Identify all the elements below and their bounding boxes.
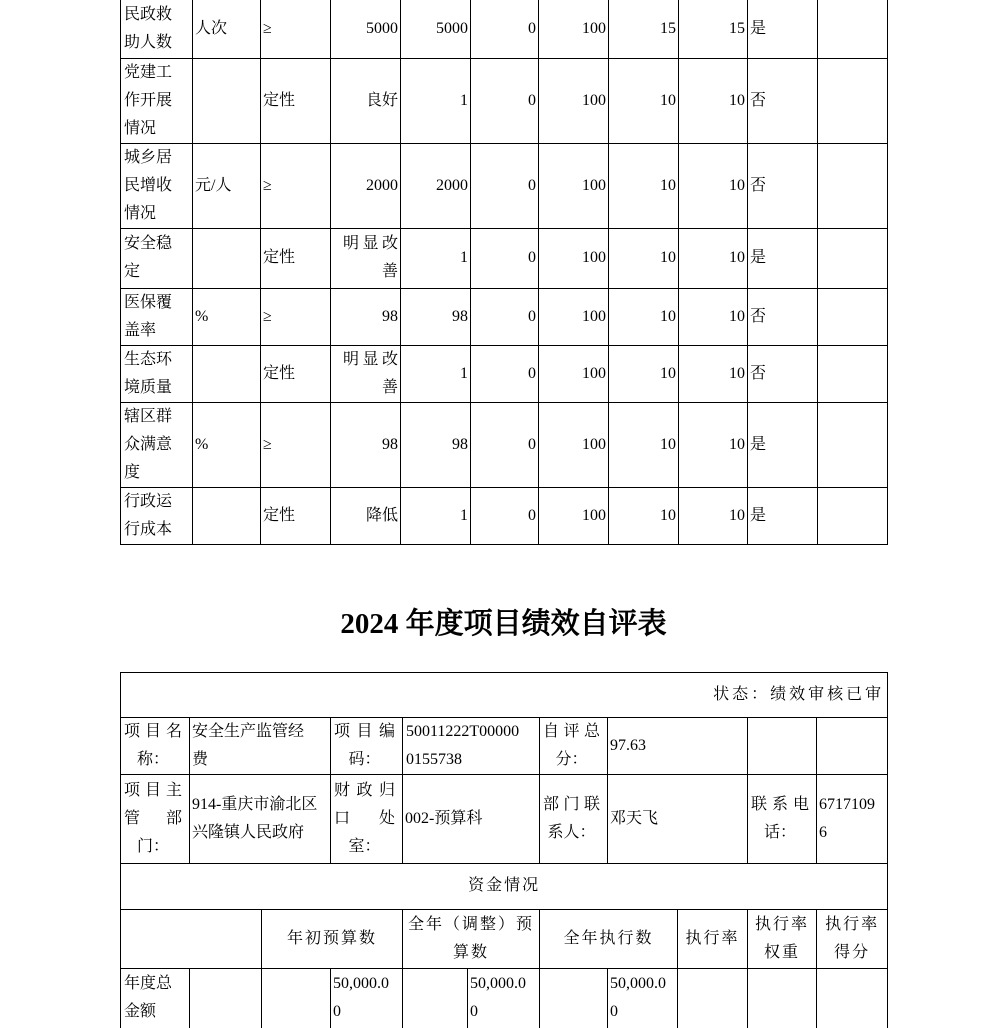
indicator-target-cell: 明显改善 <box>331 228 401 288</box>
indicator-flag-cell: 是 <box>748 487 818 544</box>
indicator-cell: 98 <box>401 402 471 487</box>
indicator-cell: 1 <box>401 345 471 402</box>
indicator-cell: 100 <box>539 487 609 544</box>
indicator-cell: 10 <box>679 345 748 402</box>
indicator-table <box>120 0 888 545</box>
indicator-cell: 15 <box>609 0 679 58</box>
indicator-row <box>121 228 888 288</box>
indicator-flag-cell: 是 <box>748 402 818 487</box>
empty-cell <box>678 968 748 1028</box>
indicator-empty-cell <box>818 143 888 228</box>
indicator-row <box>121 143 888 228</box>
indicator-cell: 0 <box>471 0 539 58</box>
indicator-cell: 0 <box>471 288 539 345</box>
contact-label: 部门联系人： <box>540 774 608 863</box>
empty-cell <box>748 968 817 1028</box>
indicator-empty-cell <box>818 58 888 143</box>
indicator-cell: 100 <box>539 58 609 143</box>
project-code-value: 50011222T000000155738 <box>403 717 540 774</box>
empty-cell <box>817 968 888 1028</box>
empty-cell <box>748 717 817 774</box>
indicator-target-cell: 2000 <box>331 143 401 228</box>
indicator-name-cell: 辖区群众满意度 <box>121 402 193 487</box>
indicator-empty-cell <box>818 345 888 402</box>
indicator-direction-cell: ≥ <box>261 0 331 58</box>
indicator-cell: 0 <box>471 228 539 288</box>
indicator-name-cell: 生态环境质量 <box>121 345 193 402</box>
empty-cell <box>817 717 888 774</box>
indicator-target-cell: 良好 <box>331 58 401 143</box>
indicator-empty-cell <box>818 228 888 288</box>
indicator-cell: 10 <box>679 288 748 345</box>
empty-header-cell <box>121 909 262 968</box>
project-name-value: 安全生产监管经费 <box>190 717 331 774</box>
empty-cell <box>262 968 331 1028</box>
indicator-direction-cell: 定性 <box>261 487 331 544</box>
department-value: 914-重庆市渝北区兴隆镇人民政府 <box>190 774 331 863</box>
indicator-cell: 100 <box>539 0 609 58</box>
indicator-flag-cell: 否 <box>748 58 818 143</box>
indicator-flag-cell: 否 <box>748 288 818 345</box>
header-execution-rate-weight: 执行率权重 <box>748 909 817 968</box>
project-info-row <box>121 717 888 774</box>
status-row <box>121 672 888 717</box>
indicator-row <box>121 288 888 345</box>
indicator-flag-cell: 否 <box>748 345 818 402</box>
funding-section-row <box>121 863 888 909</box>
indicator-cell: 10 <box>609 345 679 402</box>
indicator-cell: 100 <box>539 402 609 487</box>
indicator-unit-cell: 元/人 <box>193 143 261 228</box>
header-execution-rate-score: 执行率得分 <box>817 909 888 968</box>
indicator-name-cell: 党建工作开展情况 <box>121 58 193 143</box>
funding-row-label: 年度总金额 <box>121 968 190 1028</box>
self-score-value: 97.63 <box>608 717 748 774</box>
indicator-empty-cell <box>818 0 888 58</box>
executed-value: 50,000.00 <box>608 968 678 1028</box>
page-title: 2024 年度项目绩效自评表 <box>120 610 887 639</box>
self-eval-table <box>120 672 888 1028</box>
indicator-name-cell: 民政救助人数 <box>121 0 193 58</box>
indicator-cell: 100 <box>539 345 609 402</box>
indicator-unit-cell <box>193 58 261 143</box>
indicator-cell: 10 <box>679 402 748 487</box>
indicator-cell: 10 <box>679 228 748 288</box>
adjusted-budget-value: 50,000.00 <box>468 968 540 1028</box>
indicator-cell: 1 <box>401 228 471 288</box>
indicator-name-cell: 医保覆盖率 <box>121 288 193 345</box>
header-initial-budget: 年初预算数 <box>262 909 403 968</box>
indicator-cell: 1 <box>401 58 471 143</box>
indicator-unit-cell: % <box>193 402 261 487</box>
indicator-flag-cell: 是 <box>748 0 818 58</box>
indicator-name-cell: 行政运行成本 <box>121 487 193 544</box>
funding-header-row <box>121 909 888 968</box>
indicator-cell: 10 <box>609 143 679 228</box>
indicator-cell: 2000 <box>401 143 471 228</box>
phone-label: 联系电话： <box>748 774 817 863</box>
funding-section-title: 资金情况 <box>121 863 888 909</box>
indicator-target-cell: 降低 <box>331 487 401 544</box>
status-badge: 状态：绩效审核已审 <box>121 672 888 717</box>
department-label: 项目主管部门： <box>121 774 190 863</box>
self-score-label: 自评总分： <box>540 717 608 774</box>
header-adjusted-budget: 全年（调整）预算数 <box>403 909 540 968</box>
indicator-cell: 10 <box>609 402 679 487</box>
indicator-unit-cell: % <box>193 288 261 345</box>
indicator-target-cell: 明显改善 <box>331 345 401 402</box>
indicator-name-cell: 城乡居民增收情况 <box>121 143 193 228</box>
empty-cell <box>540 968 608 1028</box>
indicator-cell: 10 <box>679 58 748 143</box>
initial-budget-value: 50,000.00 <box>331 968 403 1028</box>
empty-cell <box>403 968 468 1028</box>
indicator-target-cell: 98 <box>331 402 401 487</box>
indicator-cell: 0 <box>471 402 539 487</box>
indicator-row <box>121 487 888 544</box>
indicator-unit-cell <box>193 228 261 288</box>
department-info-row <box>121 774 888 863</box>
indicator-cell: 10 <box>679 487 748 544</box>
indicator-row <box>121 0 888 58</box>
header-execution-rate: 执行率 <box>678 909 748 968</box>
document-sheet <box>120 0 887 1028</box>
indicator-direction-cell: 定性 <box>261 58 331 143</box>
indicator-cell: 10 <box>609 487 679 544</box>
indicator-direction-cell: ≥ <box>261 288 331 345</box>
indicator-flag-cell: 是 <box>748 228 818 288</box>
indicator-cell: 10 <box>679 143 748 228</box>
indicator-empty-cell <box>818 402 888 487</box>
indicator-cell: 98 <box>401 288 471 345</box>
indicator-target-cell: 98 <box>331 288 401 345</box>
indicator-empty-cell <box>818 487 888 544</box>
indicator-cell: 1 <box>401 487 471 544</box>
indicator-cell: 10 <box>609 58 679 143</box>
indicator-unit-cell: 人次 <box>193 0 261 58</box>
indicator-cell: 15 <box>679 0 748 58</box>
finance-office-label: 财政归口处室： <box>331 774 403 863</box>
indicator-target-cell: 5000 <box>331 0 401 58</box>
indicator-cell: 100 <box>539 143 609 228</box>
indicator-row <box>121 345 888 402</box>
indicator-cell: 100 <box>539 228 609 288</box>
indicator-cell: 0 <box>471 345 539 402</box>
indicator-unit-cell <box>193 345 261 402</box>
phone-value: 67171096 <box>817 774 888 863</box>
indicator-cell: 0 <box>471 487 539 544</box>
indicator-cell: 0 <box>471 143 539 228</box>
funding-data-row <box>121 968 888 1028</box>
project-code-label: 项目编码： <box>331 717 403 774</box>
project-name-label: 项目名称： <box>121 717 190 774</box>
indicator-cell: 100 <box>539 288 609 345</box>
indicator-flag-cell: 否 <box>748 143 818 228</box>
header-executed: 全年执行数 <box>540 909 678 968</box>
indicator-direction-cell: ≥ <box>261 402 331 487</box>
indicator-name-cell: 安全稳定 <box>121 228 193 288</box>
contact-value: 邓天飞 <box>608 774 748 863</box>
indicator-empty-cell <box>818 288 888 345</box>
indicator-direction-cell: ≥ <box>261 143 331 228</box>
empty-cell <box>190 968 262 1028</box>
indicator-cell: 5000 <box>401 0 471 58</box>
indicator-cell: 10 <box>609 228 679 288</box>
indicator-unit-cell <box>193 487 261 544</box>
finance-office-value: 002-预算科 <box>403 774 540 863</box>
indicator-row <box>121 58 888 143</box>
indicator-cell: 0 <box>471 58 539 143</box>
indicator-direction-cell: 定性 <box>261 345 331 402</box>
indicator-cell: 10 <box>609 288 679 345</box>
indicator-direction-cell: 定性 <box>261 228 331 288</box>
indicator-row <box>121 402 888 487</box>
